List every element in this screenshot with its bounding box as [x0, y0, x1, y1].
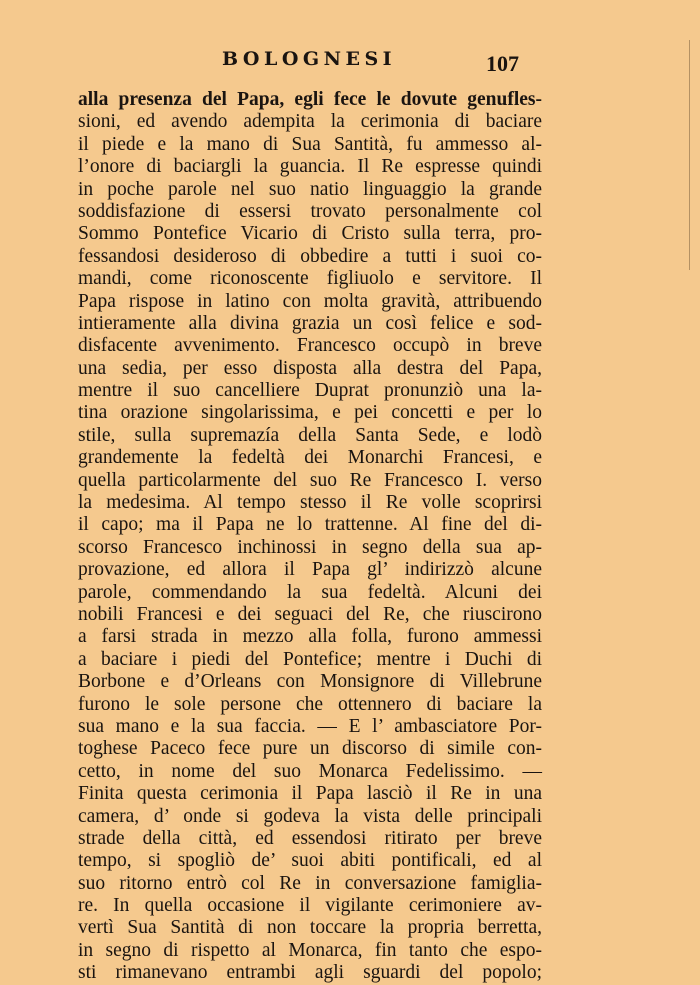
text-line: nobili Francesi e dei seguaci del Re, che riuscirono: [78, 603, 542, 625]
text-line: cetto, in nome del suo Monarca Fedelissimo. —: [78, 760, 542, 782]
text-line: il capo; ma il Papa ne lo trattenne. Al fine del di-: [78, 514, 542, 536]
text-line: Papa rispose in latino con molta gravità, attribuendo: [78, 290, 542, 312]
text-line: sioni, ed avendo adempita la cerimonia di baciare: [78, 111, 542, 133]
text-line: provazione, ed allora il Papa gl’ indirizzò alcune: [78, 559, 542, 581]
text-line: sti rimanevano entrambi agli sguardi del popolo;: [78, 962, 542, 984]
text-line: tempo, si spogliò de’ suoi abiti pontificali, ed al: [78, 850, 542, 872]
text-line: toghese Paceco fece pure un discorso di simile con-: [78, 738, 542, 760]
text-line: parole, commendando la sua fedeltà. Alcuni dei: [78, 581, 542, 603]
text-line: Finita questa cerimonia il Papa lasciò il Re in una: [78, 783, 542, 805]
text-line: furono le sole persone che ottennero di baciare la: [78, 693, 542, 715]
text-line: Borbone e d’Orleans con Monsignore di Villebrune: [78, 671, 542, 693]
body-text: [78, 89, 542, 985]
text-line: suo ritorno entrò col Re in conversazione famiglia-: [78, 872, 542, 894]
text-line: disfacente avvenimento. Francesco occupò in breve: [78, 335, 542, 357]
text-line: re. In quella occasione il vigilante cerimoniere av-: [78, 895, 542, 917]
text-line: una sedia, per esso disposta alla destra del Papa,: [78, 357, 542, 379]
text-line: l’onore di baciargli la guancia. Il Re espresse quindi: [78, 156, 542, 178]
text-line: mandi, come riconoscente figliuolo e servitore. Il: [78, 268, 542, 290]
text-line: a baciare i piedi del Pontefice; mentre i Duchi di: [78, 648, 542, 670]
text-line: in poche parole nel suo natio linguaggio la grande: [78, 178, 542, 200]
text-line: Sommo Pontefice Vicario di Cristo sulla terra, pro-: [78, 223, 542, 245]
text-line: scorso Francesco inchinossi in segno della sua ap-: [78, 536, 542, 558]
page-edge-line: [689, 40, 690, 270]
text-line: sua mano e la sua faccia. — E l’ ambasciatore Por-: [78, 715, 542, 737]
text-line: il piede e la mano di Sua Santità, fu ammesso al-: [78, 133, 542, 155]
text-line: la medesima. Al tempo stesso il Re volle scoprirsi: [78, 492, 542, 514]
text-line: a farsi strada in mezzo alla folla, furono ammessi: [78, 626, 542, 648]
running-head: BOLOGNESI: [222, 48, 397, 70]
text-line: vertì Sua Santità di non toccare la propria berretta,: [78, 917, 542, 939]
text-line: stile, sulla supremazía della Santa Sede, e lodò: [78, 424, 542, 446]
page-number: 107: [486, 51, 519, 76]
text-line: fessandosi desideroso di obbedire a tutti i suoi co-: [78, 245, 542, 267]
text-line: soddisfazione di essersi trovato personalmente col: [78, 200, 542, 222]
text-line: camera, d’ onde si godeva la vista delle principali: [78, 805, 542, 827]
text-line: intieramente alla divina grazia un così felice e sod-: [78, 312, 542, 334]
text-line: in segno di rispetto al Monarca, fin tanto che espo-: [78, 939, 542, 961]
text-line: tina orazione singolarissima, e pei concetti e per lo: [78, 402, 542, 424]
text-line: grandemente la fedeltà dei Monarchi Francesi, e: [78, 447, 542, 469]
text-line: strade della città, ed essendosi ritirato per breve: [78, 827, 542, 849]
text-line: mentre il suo cancelliere Duprat pronunziò una la-: [78, 380, 542, 402]
text-line: alla presenza del Papa, egli fece le dovute genufles-: [78, 89, 542, 110]
text-line: quella particolarmente del suo Re Francesco I. verso: [78, 469, 542, 491]
